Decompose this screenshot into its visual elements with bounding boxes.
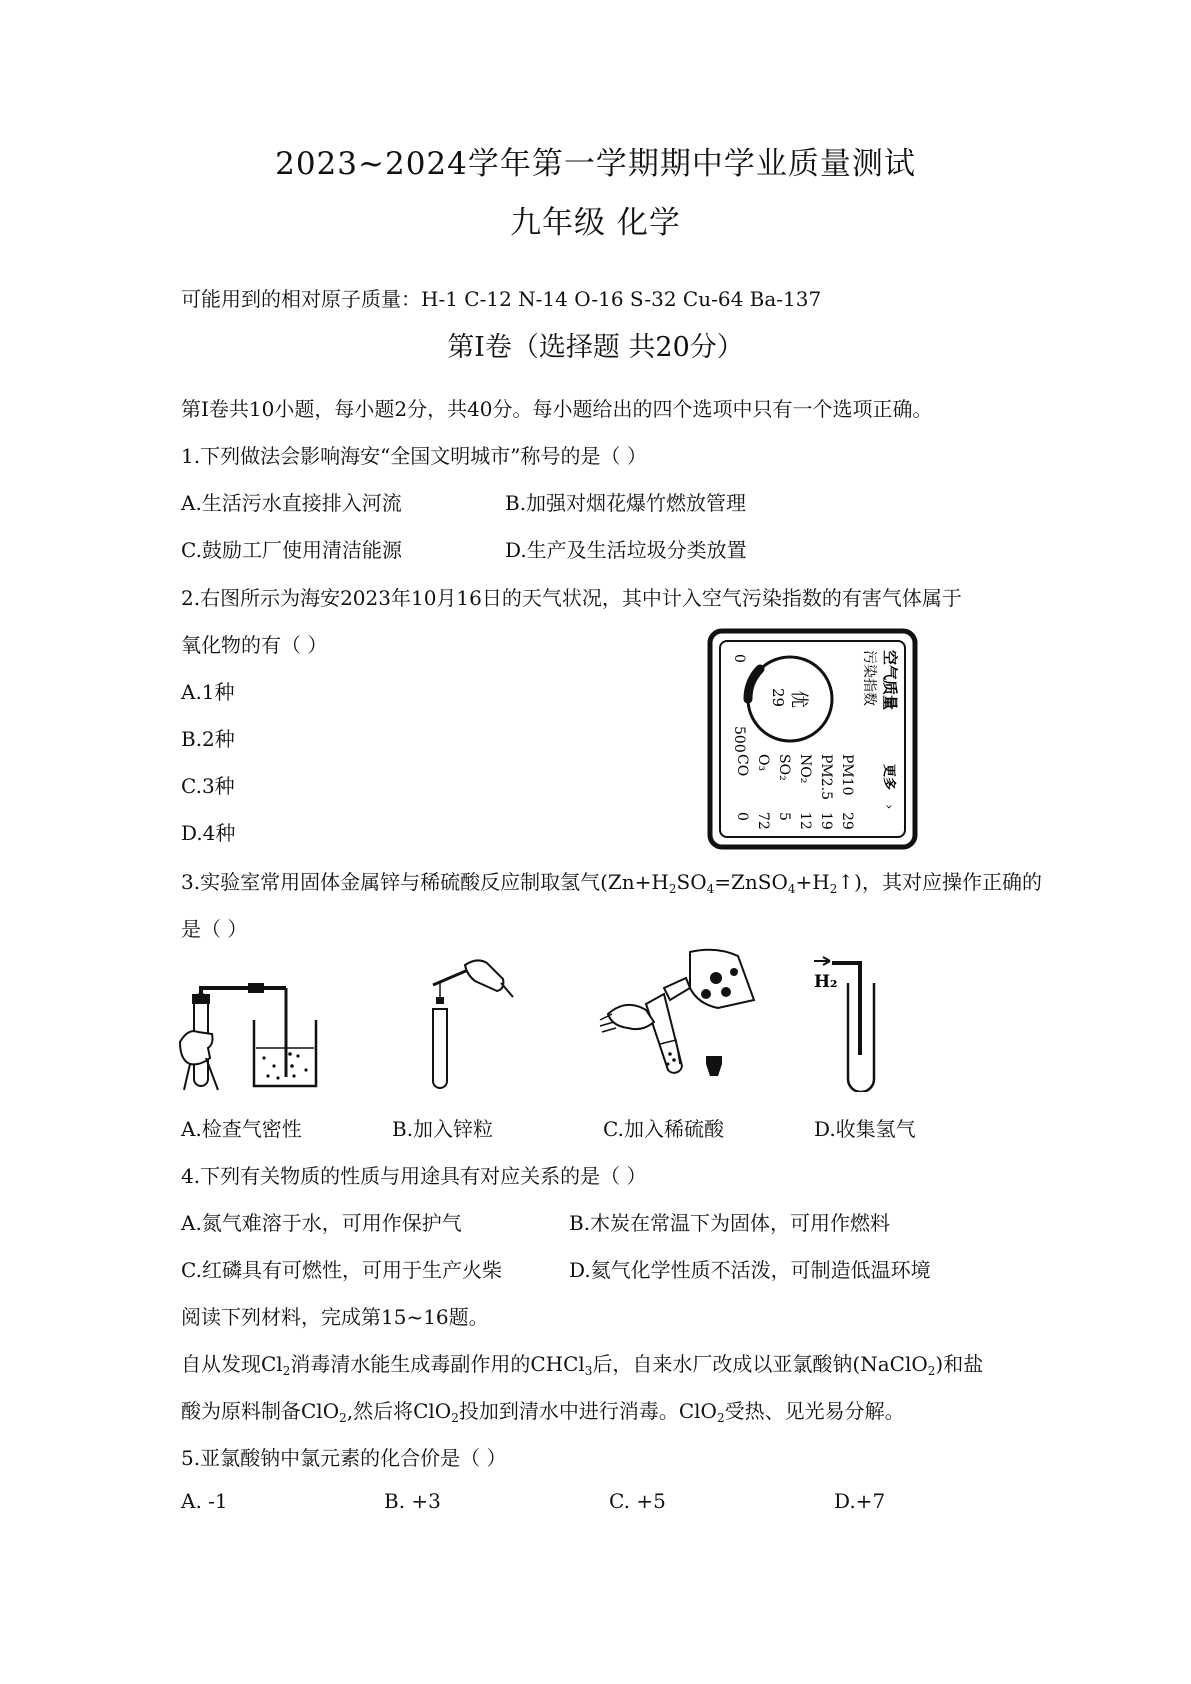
pollutant-value: 72 xyxy=(755,812,771,830)
pollutant-name: SO₂ xyxy=(776,754,792,781)
atomic-masses: 可能用到的相对原子质量：H-1 C-12 N-14 O-16 S-32 Cu-64 Ba-137 xyxy=(181,287,822,311)
section-heading: 第I卷（选择题 共20分） xyxy=(447,332,744,363)
panel-title: 空气质量 xyxy=(881,650,899,711)
exam-title: 2023~2024学年第一学期期中学业质量测试 xyxy=(275,146,916,182)
pollutant-value: 5 xyxy=(776,812,792,821)
aqi-scale-max: 500 xyxy=(731,726,747,753)
q4-option-b: B.木炭在常温下为固体，可用作燃料 xyxy=(569,1211,891,1235)
q1-stem: 1.下列做法会影响海安“全国文明城市”称号的是（ ） xyxy=(181,444,647,468)
pollutant-value: 29 xyxy=(839,812,855,830)
q1-option-c: C.鼓励工厂使用清洁能源 xyxy=(181,538,402,562)
q2-stem-line1: 2.右图所示为海安2023年10月16日的天气状况，其中计入空气污染指数的有害气体属于 xyxy=(181,586,962,610)
q2-option-c: C.3种 xyxy=(181,774,235,798)
q3-option-c: C.加入稀硫酸 xyxy=(603,1117,724,1141)
q3-stem-line2: 是（ ） xyxy=(181,917,248,941)
figure-d-collecting-hydrogen xyxy=(810,955,905,1092)
figure-c-adding-acid xyxy=(598,948,763,1093)
panel-subtitle: 污染指数 xyxy=(861,650,877,706)
q2-option-b: B.2种 xyxy=(181,727,235,751)
reading-paragraph-line1: 自从发现$Cl_2$消毒清水能生成毒副作用的CHCl$_3$后，自来水厂改成以亚氯酸钠(NaClO$_2$)和盐 xyxy=(181,1352,984,1378)
q3-stem-line1: 3.实验室常用固体金属锌与稀硫酸反应制取氢气$(Zn+H_2SO_4=ZnSO_4+H_2↑)$，其对应操作正确的 xyxy=(181,870,1042,896)
exam-subtitle: 九年级 化学 xyxy=(510,205,681,241)
q2-stem-line2: 氧化物的有（ ） xyxy=(181,633,328,657)
q4-option-a: A.氮气难溶于水，可用作保护气 xyxy=(181,1211,462,1235)
q1-option-b: B.加强对烟花爆竹燃放管理 xyxy=(505,491,747,515)
figure-a-airtightness-check xyxy=(178,982,338,1092)
q5-option-a: A. -1 xyxy=(181,1489,228,1513)
q2-option-a: A.1种 xyxy=(181,680,235,704)
chevron-right-icon[interactable]: › xyxy=(881,804,896,810)
h2-label: H₂ xyxy=(814,972,838,992)
panel-more-link[interactable]: 更多 xyxy=(881,764,896,791)
q4-option-d: D.氦气化学性质不活泼，可制造低温环境 xyxy=(569,1258,931,1282)
q5-option-c: C. +5 xyxy=(609,1489,666,1513)
pollutant-name: PM10 xyxy=(839,754,855,796)
q1-option-d: D.生产及生活垃圾分类放置 xyxy=(505,538,747,562)
q5-option-b: B. +3 xyxy=(384,1489,441,1513)
air-quality-panel xyxy=(707,628,918,850)
pollutant-name: PM2.5 xyxy=(818,754,834,801)
aqi-scale-min: 0 xyxy=(731,654,747,663)
q4-stem: 4.下列有关物质的性质与用途具有对应关系的是（ ） xyxy=(181,1164,647,1188)
q2-option-d: D.4种 xyxy=(181,821,236,845)
q1-option-a: A.生活污水直接排入河流 xyxy=(181,491,402,515)
q5-option-d: D.+7 xyxy=(834,1489,886,1513)
pollutant-value: 12 xyxy=(797,812,813,830)
q3-option-a: A.检查气密性 xyxy=(181,1117,302,1141)
reading-paragraph-line2: 酸为原料制备ClO$_2$,然后将ClO$_2$投加到清水中进行消毒。ClO$_2$受热、见光易分解。 xyxy=(181,1399,905,1425)
aqi-value: 29 xyxy=(769,688,787,708)
pollutant-value: 0 xyxy=(734,812,750,821)
pollutant-name: O₃ xyxy=(755,754,771,772)
pollutant-value: 19 xyxy=(818,812,834,830)
pollutant-name: NO₂ xyxy=(797,754,813,784)
q3-option-b: B.加入锌粒 xyxy=(392,1117,494,1141)
q5-stem: 5.亚氯酸钠中氯元素的化合价是（ ） xyxy=(181,1446,507,1470)
figure-b-adding-zinc xyxy=(405,957,515,1092)
q4-option-c: C.红磷具有可燃性，可用于生产火柴 xyxy=(181,1258,502,1282)
q3-option-d: D.收集氢气 xyxy=(814,1117,916,1141)
pollutant-name: CO xyxy=(734,754,750,777)
aqi-grade: 优 xyxy=(788,690,809,708)
section-instructions: 第I卷共10小题，每小题2分，共40分。每小题给出的四个选项中只有一个选项正确。 xyxy=(181,397,933,421)
reading-intro: 阅读下列材料，完成第15~16题。 xyxy=(181,1305,489,1329)
